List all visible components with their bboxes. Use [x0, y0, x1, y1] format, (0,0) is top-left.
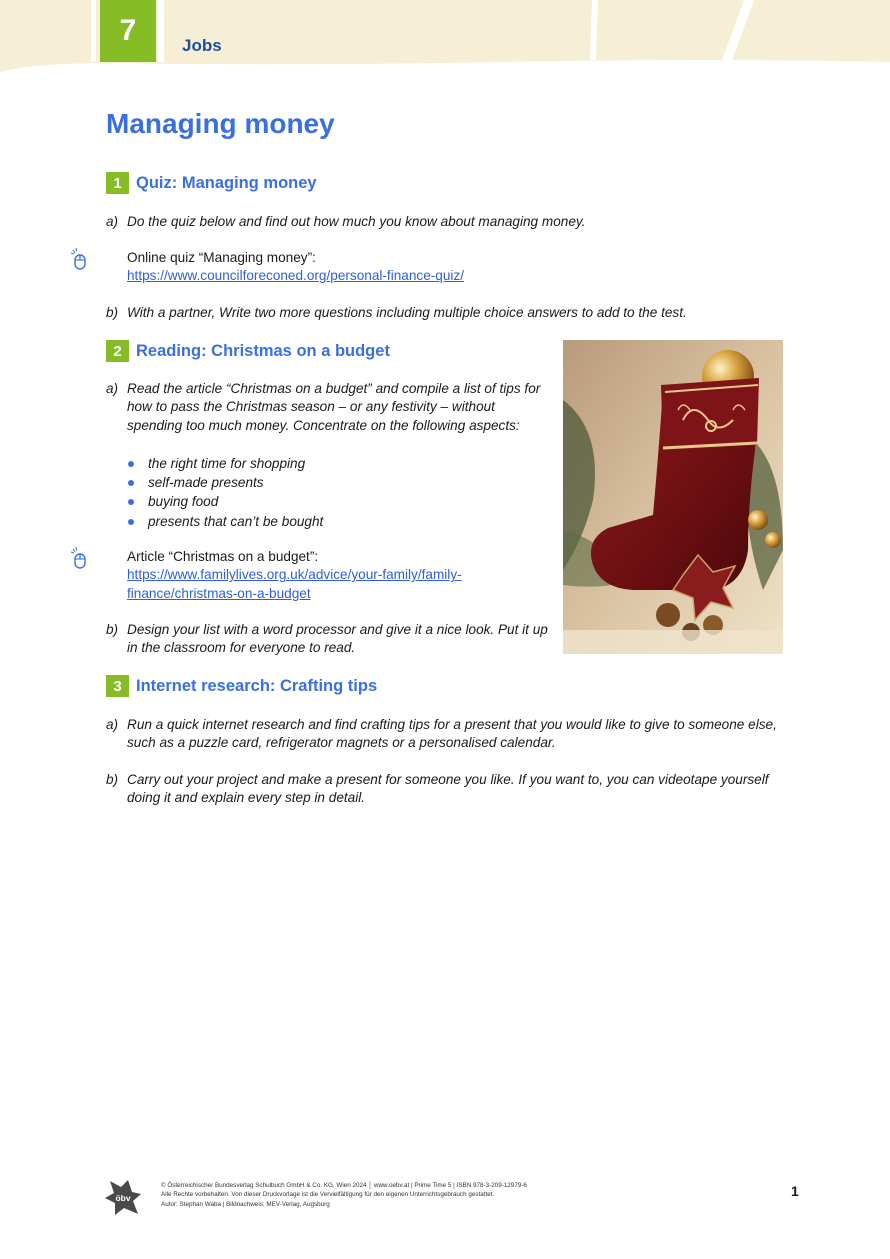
mouse-icon [70, 248, 90, 270]
chapter-number: 7 [119, 14, 137, 47]
item-letter: b) [106, 305, 119, 320]
page-number: 1 [791, 1183, 799, 1199]
item-letter: a) [106, 717, 119, 732]
link-label: Article “Christmas on a budget”: [127, 549, 319, 564]
item-letter: a) [106, 214, 119, 229]
item-text: Read the article “Christmas on a budget” and compile a list of tips for how to pass the Christmas season – or any festivity – without spending too much money. Concentrate on the following aspects: [127, 381, 541, 433]
list-item: presents that can’t be bought [127, 512, 323, 531]
task2-item-a [106, 380, 552, 435]
task1-link-block [127, 249, 464, 286]
task3-number: 3 [106, 675, 129, 697]
list-item: self-made presents [127, 473, 323, 492]
list-item: the right time for shopping [127, 454, 323, 473]
article-link-line2[interactable]: finance/christmas-on-a-budget [127, 585, 311, 601]
task2-link-block [127, 548, 462, 603]
item-letter: a) [106, 381, 119, 396]
item-letter: b) [106, 622, 119, 637]
task1-title: Quiz: Managing money [136, 173, 317, 192]
item-text: With a partner, Write two more questions including multiple choice answers to add to the test. [127, 305, 687, 320]
task1-header [106, 172, 317, 194]
task3-item-a [106, 716, 796, 753]
task1-item-a [106, 213, 796, 231]
christmas-stocking-photo [563, 340, 783, 654]
task2-title: Reading: Christmas on a budget [136, 341, 390, 360]
imprint-line: © Österreichischer Bundesverlag Schulbuch GmbH & Co. KG, Wien 2024 │ www.oebv.at | Prime Time 5 | ISBN 978-3-209-12979-6 [161, 1182, 527, 1189]
item-text: Carry out your project and make a present for someone you like. If you want to, you can videotape yourself doing it and explain every step in detail. [127, 772, 769, 806]
item-text: Run a quick internet research and find crafting tips for a present that you would like to give to someone else, such as a puzzle card, refrigerator magnets or a personalised calendar. [127, 717, 777, 751]
link-label: Online quiz “Managing money”: [127, 250, 316, 265]
task3-title: Internet research: Crafting tips [136, 676, 378, 695]
publisher-logo [104, 1178, 142, 1216]
task1-item-b [106, 304, 796, 322]
logo-text: öbv [115, 1193, 131, 1203]
task2-number: 2 [106, 340, 129, 362]
footer-imprint [161, 1181, 527, 1209]
chapter-title: Jobs [182, 36, 222, 55]
task2-header [106, 340, 390, 362]
task3-item-b [106, 771, 796, 808]
task2-item-b [106, 621, 552, 658]
imprint-line: Alle Rechte vorbehalten. Von dieser Druckvorlage ist die Vervielfältigung für den eigenen Unterrichtsgebrauch gestattet. [161, 1191, 495, 1199]
item-text: Do the quiz below and find out how much you know about managing money. [127, 214, 586, 229]
imprint-line: Autor: Stephan Waba | Bildnachweis: MEV-Verlag, Augsburg [161, 1200, 330, 1208]
mouse-icon [70, 547, 90, 569]
task1-number: 1 [106, 172, 129, 194]
header-band [0, 0, 890, 72]
quiz-link[interactable]: https://www.councilforeconed.org/personal-finance-quiz/ [127, 268, 465, 284]
list-item: buying food [127, 492, 323, 511]
task3-header [106, 675, 377, 697]
aspects-list [127, 454, 323, 531]
item-letter: b) [106, 772, 119, 787]
page-title: Managing money [106, 108, 335, 139]
article-link-line1[interactable]: https://www.familylives.org.uk/advice/your-family/family- [127, 567, 462, 583]
item-text: Design your list with a word processor and give it a nice look. Put it up in the classroom for everyone to read. [127, 622, 548, 656]
